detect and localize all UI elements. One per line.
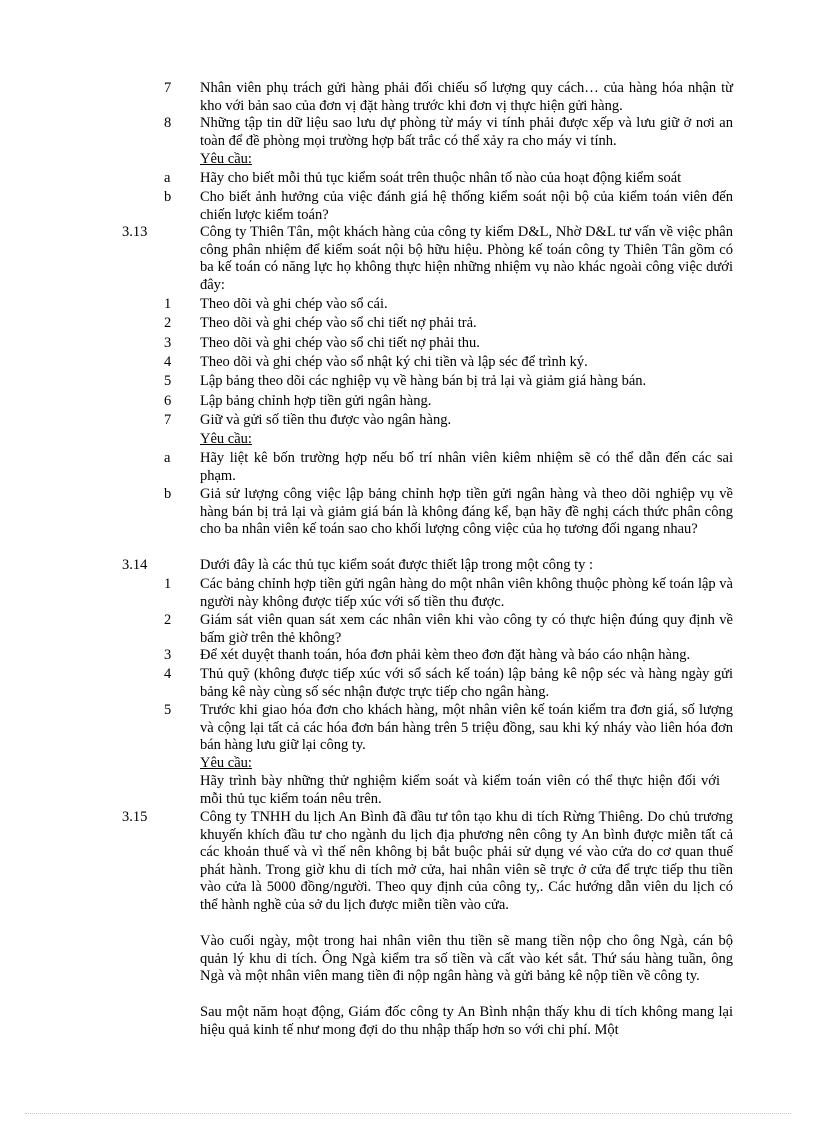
paragraph-text: Sau một năm hoạt động, Giám đốc công ty An Bình nhận thấy khu di tích không mang lại hiệu quả kinh tế như mong đợi do thu nhập thấp hơn so với chi phí. Một (200, 1004, 733, 1038)
item-text: Theo dõi và ghi chép vào sổ cái. (200, 296, 388, 312)
item-text: Các bảng chỉnh hợp tiền gửi ngân hàng do một nhân viên không thuộc phòng kế toán lập và người này không được tiếp xúc với số tiền thu được. (200, 576, 733, 610)
section-text: Công ty Thiên Tân, một khách hàng của công ty kiểm D&L, Nhờ D&L tư vấn về việc phân công phân nhiệm để kiểm soát nội bộ hữu hiệu. Phòng kế toán công ty Thiên Tân gồm có ba kế toán có năng lực họ không thực hiện những nhiệm vụ nào khác ngoài công việc dưới đây: (200, 224, 733, 293)
item-number: 5 (164, 373, 172, 389)
item-text: Hãy cho biết mỗi thủ tục kiểm soát trên thuộc nhân tố nào của hoạt động kiểm soát (200, 170, 682, 186)
item-number: 5 (164, 702, 172, 718)
item-number: 8 (164, 115, 172, 131)
item-number: 4 (164, 354, 172, 370)
requirement-label: Yêu cầu: (200, 755, 252, 771)
item-text: Trước khi giao hóa đơn cho khách hàng, một nhân viên kế toán kiểm tra đơn giá, số lượng và cộng lại tất cả các hóa đơn bán hàng trên 5 triệu đồng, sau khi ký nháy vào liên hóa đơn bán hàng lưu giữ lại công ty. (200, 702, 733, 753)
section-text: Dưới đây là các thủ tục kiểm soát được thiết lập trong một công ty : (200, 557, 594, 573)
item-text: Theo dõi và ghi chép vào sổ chi tiết nợ phải thu. (200, 335, 480, 351)
item-text: Giám sát viên quan sát xem các nhân viên khi vào công ty có thực hiện đúng quy định về bấm giờ trên thẻ không? (200, 612, 733, 646)
item-number: 3 (164, 335, 172, 351)
item-number: 2 (164, 315, 172, 331)
item-number: 1 (164, 576, 172, 592)
item-letter: b (164, 189, 172, 205)
item-text: Theo dõi và ghi chép vào sổ chi tiết nợ phải trả. (200, 315, 477, 331)
item-letter: a (164, 450, 171, 466)
page-bottom-border (25, 1113, 791, 1114)
item-text: Lập bảng chỉnh hợp tiền gửi ngân hàng. (200, 393, 432, 409)
requirement-label: Yêu cầu: (200, 431, 252, 447)
paragraph-text: Vào cuối ngày, một trong hai nhân viên thu tiền sẽ mang tiền nộp cho ông Ngà, cán bộ quản lý khu di tích. Ông Ngà kiểm tra số tiền và cất vào két sắt. Thứ sáu hàng tuần, ông Ngà và một nhân viên mang tiền đi nộp ngân hàng và gửi bảng kê nộp tiền về công ty. (200, 933, 733, 984)
item-text: Nhân viên phụ trách gửi hàng phải đối chiếu số lượng quy cách… của hàng hóa nhận từ kho với bản sao của đơn vị đặt hàng trước khi đơn vị thực hiện gửi hàng. (200, 80, 733, 114)
item-text: Để xét duyệt thanh toán, hóa đơn phải kèm theo đơn đặt hàng và báo cáo nhận hàng. (200, 647, 691, 663)
item-letter: b (164, 486, 172, 502)
section-number: 3.13 (122, 224, 148, 240)
section-text: Công ty TNHH du lịch An Bình đã đầu tư tôn tạo khu di tích Rừng Thiêng. Do chủ trương khuyến khích đầu tư cho ngành du lịch địa phương nên công ty An bình được miễn tất cả các khoản thuế và vì thế nên không bị bắt buộc phải sử dụng vé vào cửa do cơ quan thuế phát hành. Trong giờ khu di tích mở cửa, hai nhân viên sẽ trực ở cửa để trực tiếp thu tiền vào cửa là 5000 đồng/người. Theo quy định của công ty,. Các hướng dẫn viên du lịch có thể hành nghề của sở du lịch được miễn tiền vào cửa. (200, 809, 733, 913)
item-text: Hãy liệt kê bốn trường hợp nếu bố trí nhân viên kiêm nhiệm sẽ có thể dẫn đến các sai phạm. (200, 450, 733, 484)
section-number: 3.14 (122, 557, 148, 573)
item-text: Những tập tin dữ liệu sao lưu dự phòng từ máy vi tính phải được xếp và lưu giữ ở nơi an toàn để đề phòng mọi trường hợp bất trắc có thể xảy ra cho máy vi tính. (200, 115, 733, 149)
item-number: 1 (164, 296, 172, 312)
item-text: Giả sử lượng công việc lập bảng chỉnh hợp tiền gửi ngân hàng và theo dõi nghiệp vụ về hàng bán bị trả lại và giảm giá bán là không đáng kể, bạn hãy đề nghị cách thức phân công cho ba nhân viên kế toán sao cho khối lượng công việc của họ tương đối ngang nhau? (200, 486, 733, 537)
item-text: Giữ và gửi số tiền thu được vào ngân hàng. (200, 412, 452, 428)
item-text: Thủ quỹ (không được tiếp xúc với sổ sách kế toán) lập bảng kê nộp séc và hàng ngày gửi bảng kê này cùng số séc nhận được trực tiếp cho ngân hàng. (200, 666, 733, 700)
section-number: 3.15 (122, 809, 148, 825)
item-number: 6 (164, 393, 172, 409)
item-letter: a (164, 170, 171, 186)
item-text: Lập bảng theo dõi các nghiệp vụ về hàng bán bị trả lại và giảm giá hàng bán. (200, 373, 647, 389)
requirement-label: Yêu cầu: (200, 151, 252, 167)
paragraph-text: Hãy trình bày những thử nghiệm kiểm soát và kiểm toán viên có thể thực hiện đối với mỗi thủ tục kiểm toán nêu trên. (200, 773, 720, 807)
item-number: 7 (164, 80, 172, 96)
item-number: 4 (164, 666, 172, 682)
item-text: Theo dõi và ghi chép vào sổ nhật ký chi tiền và lập séc để trình ký. (200, 354, 588, 370)
item-number: 7 (164, 412, 172, 428)
item-text: Cho biết ảnh hưởng của việc đánh giá hệ thống kiểm soát nội bộ của kiểm toán viên đến chiến lược kiểm toán? (200, 189, 733, 223)
item-number: 3 (164, 647, 172, 663)
item-number: 2 (164, 612, 172, 628)
